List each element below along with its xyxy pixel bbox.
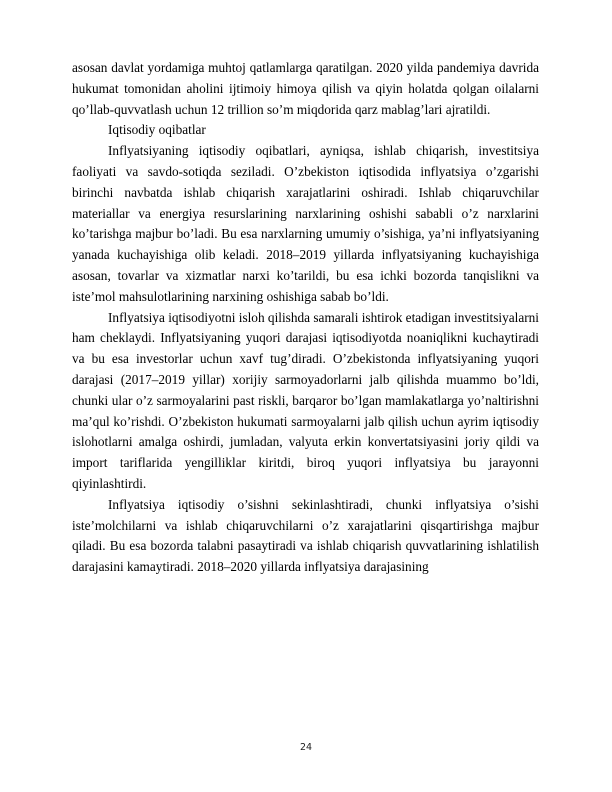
body-text bbox=[72, 58, 539, 578]
page-number: 24 bbox=[299, 742, 313, 753]
paragraph-economic-consequences: Inflyatsiyaning iqtisodiy oqibatlari, ayniqsa, ishlab chiqarish, investitsiya faoliyati va savdo-sotiqda seziladi. O’zbekiston iqtisodida inflyatsiya o’zgarishi birinchi navbatda ishlab chiqarish xarajatlarini oshiradi. Ishlab chiqaruvchilar materiallar va energiya resurslarining narxlarining oshishi sababli o’z narxlarini ko’tarishga majbur bo’ladi. Bu esa narxlarning umumiy o’sishiga, ya’ni inflyatsiyaning yanada kuchayishiga olib keladi. 2018–2019 yillarda inflyatsiyaning kuchayishiga asosan, tovarlar va xizmatlar narxi ko’tarildi, bu esa ichki bozorda tanqislikni va iste’mol mahsulotlarining narxining oshishiga sabab bo’ldi. bbox=[72, 143, 539, 304]
paragraph-continuation: asosan davlat yordamiga muhtoj qatlamlarga qaratilgan. 2020 yilda pandemiya davrida hukumat tomonidan aholini ijtimoiy himoya qilish va qiyin holatda qolgan oilalarni qo’llab-quvvatlash uchun 12 trillion so’m miqdorida qarz mablag’lari ajratildi. bbox=[72, 60, 539, 117]
paragraph-investment: Inflyatsiya iqtisodiyotni isloh qilishda samarali ishtirok etadigan investitsiyalarni ham cheklaydi. Inflyatsiyaning yuqori darajasi iqtisodiyotda noaniqlikni kuchaytiradi va bu esa investorlar uchun xavf tug’diradi. O’zbekistonda inflyatsiyaning yuqori darajasi (2017–2019 yillar) xorijiy sarmoyadorlarni jalb qilishda muammo bo’ldi, chunki ular o’z sarmoyalarini past riskli, barqaror bo’lgan mamlakatlarga yo’naltirishni ma’qul ko’rishdi. O’zbekiston hukumati sarmoyalarni jalb qilish uchun ayrim iqtisodiy islohotlarni amalga oshirdi, jumladan, valyuta erkin konvertatsiyasini joriy qildi va import tariflarida yengilliklar kiritdi, biroq yuqori inflyatsiya bu jarayonni qiyinlashtirdi. bbox=[72, 309, 539, 491]
section-heading: Iqtisodiy oqibatlar bbox=[108, 122, 206, 138]
paragraph-growth: Inflyatsiya iqtisodiy o’sishni sekinlashtiradi, chunki inflyatsiya o’sishi iste’molchilarni va ishlab chiqaruvchilarni o’z xarajatlarini qisqartirishga majbur qiladi. Bu esa bozorda talabni pasaytiradi va ishlab chiqarish quvvatlarining ishlatilish darajasini kamaytiradi. 2018–2020 yillarda inflyatsiya darajasining bbox=[72, 496, 539, 575]
